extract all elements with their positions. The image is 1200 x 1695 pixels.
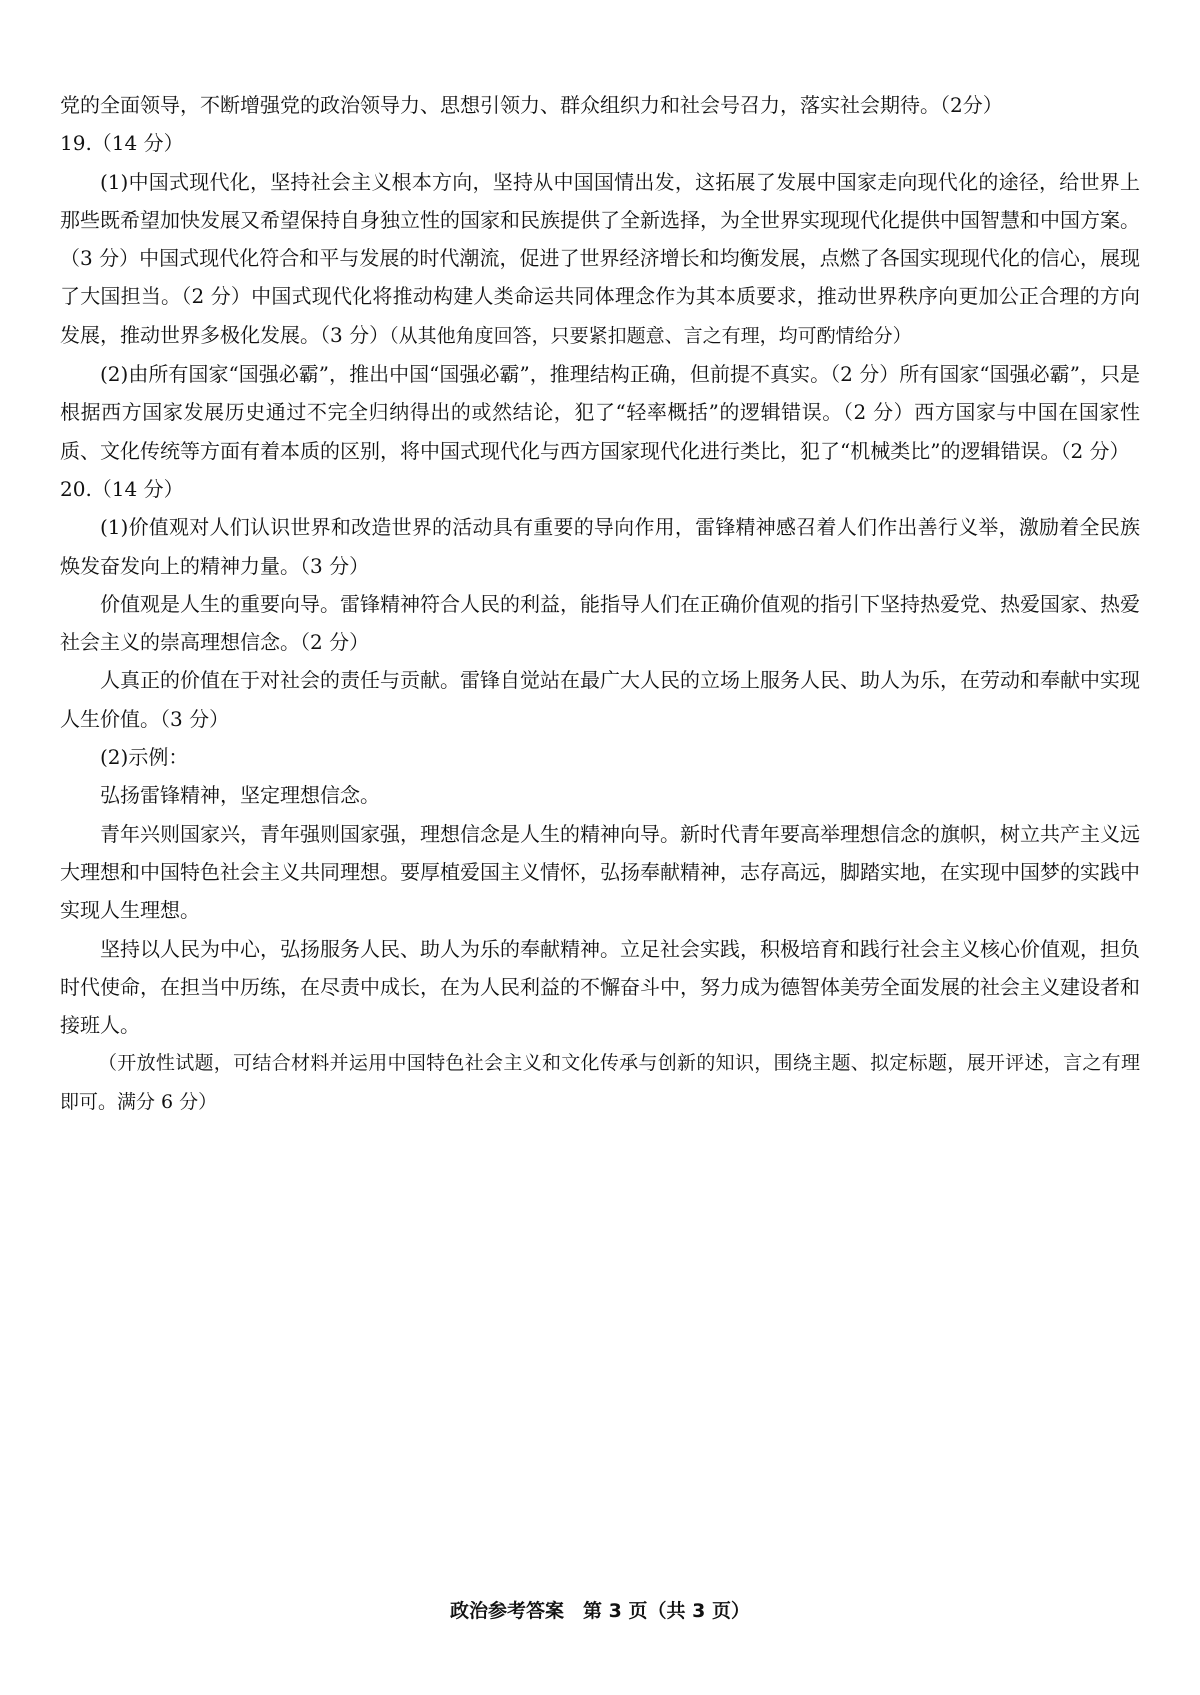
answer-page	[60, 86, 1140, 1121]
question-20-paragraph-values: 价值观是人生的重要向导。雷锋精神符合人民的利益，能指导人们在正确价值观的指引下坚持热爱党、热爱国家、热爱社会主义的崇高理想信念。（2 分）	[60, 591, 1140, 655]
question-19-heading: 19.（14 分）	[60, 131, 184, 156]
sample-paragraph-1: 青年兴则国家兴，青年强则国家强，理想信念是人生的精神向导。新时代青年要高举理想信念的旗帜，树立共产主义远大理想和中国特色社会主义共同理想。要厚植爱国主义情怀，弘扬奉献精神，志存高远，脚踏实地，在实现中国梦的实践中实现人生理想。	[60, 821, 1140, 923]
continued-paragraph: 党的全面领导，不断增强党的政治领导力、思想引领力、群众组织力和社会号召力，落实社会期待。（2分）	[60, 93, 1003, 117]
question-19-part-1-note: （从其他角度回答，只要紧扣题意、言之有理，均可酌情给分）	[389, 324, 912, 347]
sample-paragraph-2: 坚持以人民为中心，弘扬服务人民、助人为乐的奉献精神。立足社会实践，积极培育和践行社会主义核心价值观，担负时代使命，在担当中历练，在尽责中成长，在为人民利益的不懈奋斗中，努力成为德智体美劳全面发展的社会主义建设者和接班人。	[60, 936, 1140, 1038]
question-19-part-1-text: (1)中国式现代化，坚持社会主义根本方向，坚持从中国国情出发，这拓展了发展中国家走向现代化的途径，给世界上那些既希望加快发展又希望保持自身独立性的国家和民族提供了全新选择，为全世界实现现代化提供中国智慧和中国方案。（3 分）中国式现代化符合和平与发展的时代潮流，促进了世界经济增长和均衡发展，点燃了各国实现现代化的信心，展现了大国担当。（2 分）中国式现代化将推动构建人类命运共同体理念作为其本质要求，推动世界秩序向更加公正合理的方向发展，推动世界多极化发展。（3 分）	[60, 169, 1140, 347]
question-20-part-2: (2)示例：	[100, 745, 189, 770]
question-19-part-2: (2)由所有国家“国强必霸”，推出中国“国强必霸”，推理结构正确，但前提不真实。（2 分）所有国家“国强必霸”，只是根据西方国家发展历史通过不完全归纳得出的或然结论，犯了“轻率概括”的逻辑错误。（2 分）西方国家与中国在国家性质、文化传统等方面有着本质的区别，将中国式现代化与西方国家现代化进行类比，犯了“机械类比”的逻辑错误。（2 分）	[60, 362, 1140, 463]
question-20-part-1: (1)价值观对人们认识世界和改造世界的活动具有重要的导向作用，雷锋精神感召着人们作出善行义举，激励着全民族焕发奋发向上的精神力量。（3 分）	[60, 515, 1140, 578]
question-20-heading: 20.（14 分）	[60, 476, 184, 501]
question-19-part-1	[60, 163, 1140, 355]
grading-note: （开放性试题，可结合材料并运用中国特色社会主义和文化传承与创新的知识，围绕主题、拟定标题，展开评述，言之有理即可。满分 6 分）	[60, 1052, 1140, 1113]
page-footer: 政治参考答案 第 3 页（共 3 页）	[450, 1600, 750, 1622]
sample-title: 弘扬雷锋精神，坚定理想信念。	[100, 783, 380, 808]
question-20-paragraph-contribution: 人真正的价值在于对社会的责任与贡献。雷锋自觉站在最广大人民的立场上服务人民、助人为乐，在劳动和奉献中实现人生价值。（3 分）	[60, 668, 1140, 731]
